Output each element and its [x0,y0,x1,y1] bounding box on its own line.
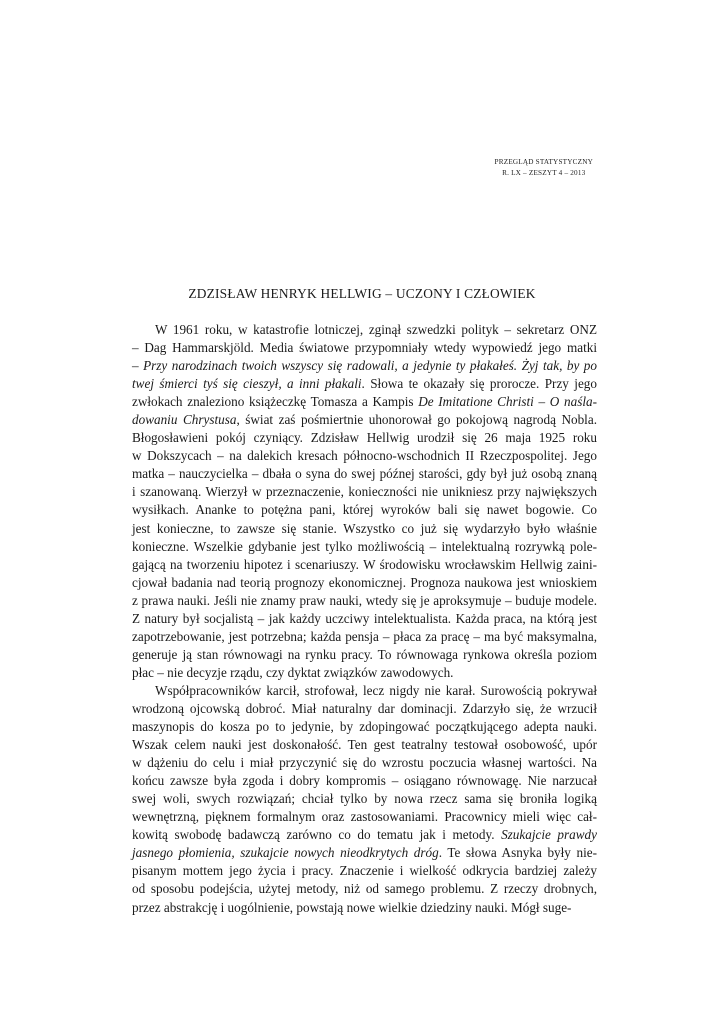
text-line [132,538,597,556]
text-run: W 1961 roku, w katastrofie lotniczej, zginął szwedzki polityk – sekretarz ONZ [155,322,597,337]
text-line [132,321,597,339]
text-run: wrodzoną ojcowską dobroć. Miał naturalny dar dominacji. Zdarzyło się, że wrzucił [132,700,597,716]
text-line [132,790,597,808]
running-header [495,157,593,179]
italic-text: Przy narodzinach twoich wszyscy się radowali, a jedynie ty płakałeś. Żyj tak, by po [143,358,597,374]
text-line [132,483,597,501]
text-run: gającą na tworzeniu hipotez i scenariuszy. W środowisku wrocławskim Hellwig zaini- [132,556,597,572]
text-run: – Dag Hammarskjöld. Media światowe przypomniały wtedy wypowiedź jego matki [132,340,597,356]
issue-info: R. LX – ZESZYT 4 – 2013 [502,169,586,177]
text-line [132,880,597,898]
text-run: w Dokszycach – na dalekich kresach północno-wschodnich II Rzeczpospolitej. Jego [132,448,597,464]
text-line [132,393,597,411]
italic-text: Szukajcie prawdy [501,827,597,843]
text-run: i szanowaną. Wierzył w przeznaczenie, konieczności nie unikniesz przy największych [132,484,597,500]
text-line [132,592,597,610]
text-run: generuje ją stan równowagi na rynku pracy. To równowaga rynkowa określa poziom [132,646,597,662]
text-run: maszynopis do kosza po to jedynie, by zdopingować początkującego adepta nauki. [132,719,597,735]
text-line [132,682,597,700]
text-line [132,808,597,826]
article-body [132,321,597,917]
text-run: , świat zaś pośmiertnie uhonorował go pokojową nagrodą Nobla. [236,412,597,428]
text-line [132,520,597,538]
journal-name: PRZEGLĄD STATYSTYCZNY [494,158,593,166]
paragraph [132,321,597,682]
text-line [132,375,597,393]
text-line [132,772,597,790]
text-run: cjował badania nad teorią prognozy ekonomicznej. Prognoza naukowa jest wnioskiem [132,574,597,590]
text-run: – [132,358,144,374]
text-run: Z natury był socjalistą – jak każdy uczciwy intelektualista. Każda praca, na którą jest [132,610,597,626]
text-run: swej woli, swych rozwiązań; chciał tylko by nowa rzecz sama się broniła logiką [132,791,597,807]
text-run: w dążeniu do celu i miał przyczynić się do wzrostu poczucia własnej wartości. Na [132,755,597,771]
article-title: ZDZISŁAW HENRYK HELLWIG – UCZONY I CZŁOWIEK [188,286,536,301]
text-line [132,754,597,772]
text-run: jest konieczne, to zawsze się stanie. Wszystko co już się wydarzyło było właśnie [132,520,597,536]
text-run: przez abstrakcję i uogólnienie, powstają nowe wielkie dziedziny nauki. Mógł suge- [132,899,572,915]
text-run: pisanym mottem jego życia i pracy. Znaczenie i wielkość odkrycia bardziej zależy [132,863,597,879]
italic-text: dowaniu Chrystusa [132,412,237,428]
text-line [132,411,597,429]
text-line [132,646,597,664]
text-line [132,429,597,447]
text-run: zapotrzebowanie, jest potrzebna; każda pensja – płaca za pracę – ma być maksymalna, [132,628,597,644]
text-run: od sposobu podejścia, użytej metody, niż od samego problemu. Z rzeczy drobnych, [132,881,597,897]
italic-text: twej śmierci tyś się cieszył, a inni płakali [132,376,362,392]
text-run: . Te słowa Asnyka były nie- [438,845,597,861]
text-run: Współpracowników karcił, strofował, lecz nigdy nie karał. Surowością pokrywał [155,682,597,698]
text-line [132,556,597,574]
text-line [132,447,597,465]
text-line [132,664,597,682]
text-line [132,718,597,736]
text-run: płac – nie decyzje rządu, czy dyktat związków zawodowych. [132,664,454,680]
paragraph [132,682,597,917]
text-run: Wszak celem nauki jest doskonałość. Ten gest teatralny testował osobowość, upór [132,737,597,753]
text-line [132,826,597,844]
text-line [132,357,597,375]
text-run: . Słowa te okazały się prorocze. Przy jego [361,376,597,392]
text-run: wewnętrzną, pięknem formalnym oraz zastosowaniami. Pracownicy mieli więc cał- [132,809,597,825]
text-run: z prawa nauki. Jeśli nie znamy praw nauki, wtedy się je aproksymuje – buduje modele. [132,592,597,608]
text-line [132,899,597,917]
text-run: zwłokach znaleziono książeczkę Tomasza a Kampis [132,394,419,410]
text-line [132,501,597,519]
text-line [132,339,597,357]
text-line [132,610,597,628]
text-line [132,736,597,754]
text-run: konieczne. Wszelkie gdybanie jest tylko możliwością – intelektualną rozrywką pole- [132,538,597,554]
text-run: matka – nauczycielka – dbała o syna do swej późnej starości, gdy był już osobą znaną [132,466,597,482]
text-run: Błogosławieni pokój czyniący. Zdzisław Hellwig urodził się 26 maja 1925 roku [132,430,597,446]
text-line [132,700,597,718]
text-line [132,465,597,483]
italic-text: De Imitatione Christi – O naśla- [418,394,597,410]
text-run: kowitą swobodę badawczą zarówno co do tematu jak i metody. [132,827,502,843]
text-line [132,628,597,646]
text-line [132,574,597,592]
text-line [132,862,597,880]
text-line [132,844,597,862]
text-run: wysiłkach. Ananke to potężna pani, której wyroków bali się nawet bogowie. Co [132,502,597,518]
italic-text: jasnego płomienia, szukajcie nowych nieodkrytych dróg [132,845,439,861]
text-run: końcu zawsze była zgoda i dobry kompromis – osiągano równowagę. Nie narzucał [132,773,597,789]
